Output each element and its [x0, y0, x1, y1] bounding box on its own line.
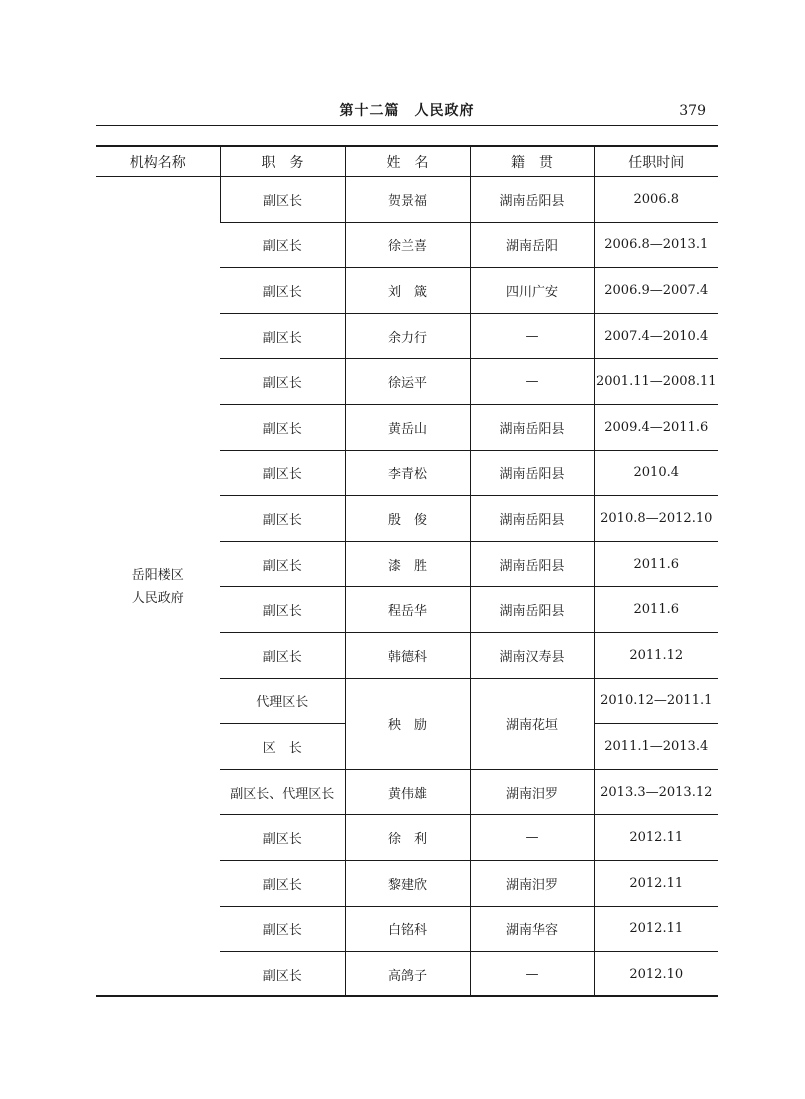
position-cell: 副区长、代理区长 [220, 769, 345, 815]
column-header-org: 机构名称 [96, 146, 220, 177]
table-bottom-rule [96, 995, 718, 997]
position-cell: 区 长 [220, 724, 345, 770]
term-cell: 2012.11 [594, 815, 718, 861]
term-cell: 2009.4—2011.6 [594, 404, 718, 450]
origin-cell: 湖南花垣 [470, 678, 594, 769]
section-title: 第十二篇 人民政府 [339, 103, 475, 119]
header-rule [96, 125, 718, 126]
name-cell: 李青松 [345, 450, 470, 496]
term-cell: 2011.12 [594, 632, 718, 678]
officials-table [96, 145, 718, 997]
position-cell: 副区长 [220, 906, 345, 952]
position-cell: 副区长 [262, 968, 302, 984]
name-cell: 韩德科 [345, 632, 470, 678]
term-cell: 2011.6 [594, 541, 718, 587]
position-cell: 副区长 [220, 177, 345, 223]
position-cell: 副区长 [220, 359, 345, 405]
term-cell: 2011.1—2013.4 [594, 724, 718, 770]
origin-cell: 湖南岳阳县 [470, 177, 594, 223]
origin-cell: — [470, 313, 594, 359]
name-cell: 黎建欣 [345, 860, 470, 906]
name-cell: 黄岳山 [345, 404, 470, 450]
column-header-position: 职 务 [220, 146, 345, 177]
term-cell: 2012.10 [594, 952, 718, 997]
column-header-term: 任职时间 [594, 146, 718, 177]
position-cell: 副区长 [220, 587, 345, 633]
position-cell: 副区长 [220, 815, 345, 861]
term-cell: 2011.6 [594, 587, 718, 633]
org-name-line: 岳阳楼区 [131, 567, 184, 583]
name-cell: 刘 箴 [345, 268, 470, 314]
page-header [96, 100, 718, 122]
origin-cell: 湖南岳阳县 [470, 541, 594, 587]
origin-cell: 湖南岳阳县 [470, 450, 594, 496]
term-cell: 2010.12—2011.1 [594, 678, 718, 724]
name-cell: 黄伟雄 [345, 769, 470, 815]
page-number: 379 [679, 103, 706, 119]
term-cell: 2012.11 [594, 860, 718, 906]
position-cell: 副区长 [220, 268, 345, 314]
position-cell: 副区长 [220, 541, 345, 587]
name-cell: 白铭科 [345, 906, 470, 952]
position-cell: 副区长 [220, 496, 345, 542]
name-cell: 徐兰喜 [345, 222, 470, 268]
name-cell: 余力行 [345, 313, 470, 359]
term-cell: 2007.4—2010.4 [594, 313, 718, 359]
term-cell: 2006.9—2007.4 [594, 268, 718, 314]
org-name-line: 人民政府 [131, 590, 184, 606]
name-cell: 殷 俊 [345, 496, 470, 542]
name-cell: 程岳华 [345, 587, 470, 633]
origin-cell: — [470, 952, 594, 997]
position-cell: 副区长 [220, 450, 345, 496]
origin-cell: 湖南汨罗 [470, 860, 594, 906]
origin-cell: — [470, 359, 594, 405]
position-cell: 副区长 [220, 632, 345, 678]
position-cell: 代理区长 [220, 678, 345, 724]
table-header-row [96, 146, 718, 177]
term-cell: 2006.8—2013.1 [594, 222, 718, 268]
column-header-name: 姓 名 [345, 146, 470, 177]
origin-cell: 四川广安 [470, 268, 594, 314]
origin-cell: — [470, 815, 594, 861]
position-cell: 副区长 [220, 222, 345, 268]
name-cell: 漆 胜 [345, 541, 470, 587]
table-row [96, 177, 718, 223]
name-cell: 秧 励 [345, 678, 470, 769]
term-cell: 2010.4 [594, 450, 718, 496]
org-name-cell [96, 177, 220, 997]
term-cell: 2006.8 [594, 177, 718, 223]
origin-cell: 湖南岳阳 [470, 222, 594, 268]
name-cell: 高鸽子 [345, 952, 470, 997]
term-cell: 2013.3—2013.12 [594, 769, 718, 815]
name-cell: 贺景福 [345, 177, 470, 223]
origin-cell: 湖南汨罗 [470, 769, 594, 815]
position-cell: 副区长 [220, 860, 345, 906]
term-cell: 2012.11 [594, 906, 718, 952]
origin-cell: 湖南华容 [470, 906, 594, 952]
name-cell: 徐 利 [345, 815, 470, 861]
position-cell: 副区长 [220, 313, 345, 359]
column-header-origin: 籍 贯 [470, 146, 594, 177]
origin-cell: 湖南岳阳县 [470, 496, 594, 542]
origin-cell: 湖南汉寿县 [470, 632, 594, 678]
position-cell: 副区长 [220, 404, 345, 450]
term-cell: 2001.11—2008.11 [594, 359, 718, 405]
name-cell: 徐运平 [345, 359, 470, 405]
term-cell: 2010.8—2012.10 [594, 496, 718, 542]
origin-cell: 湖南岳阳县 [470, 404, 594, 450]
origin-cell: 湖南岳阳县 [470, 587, 594, 633]
